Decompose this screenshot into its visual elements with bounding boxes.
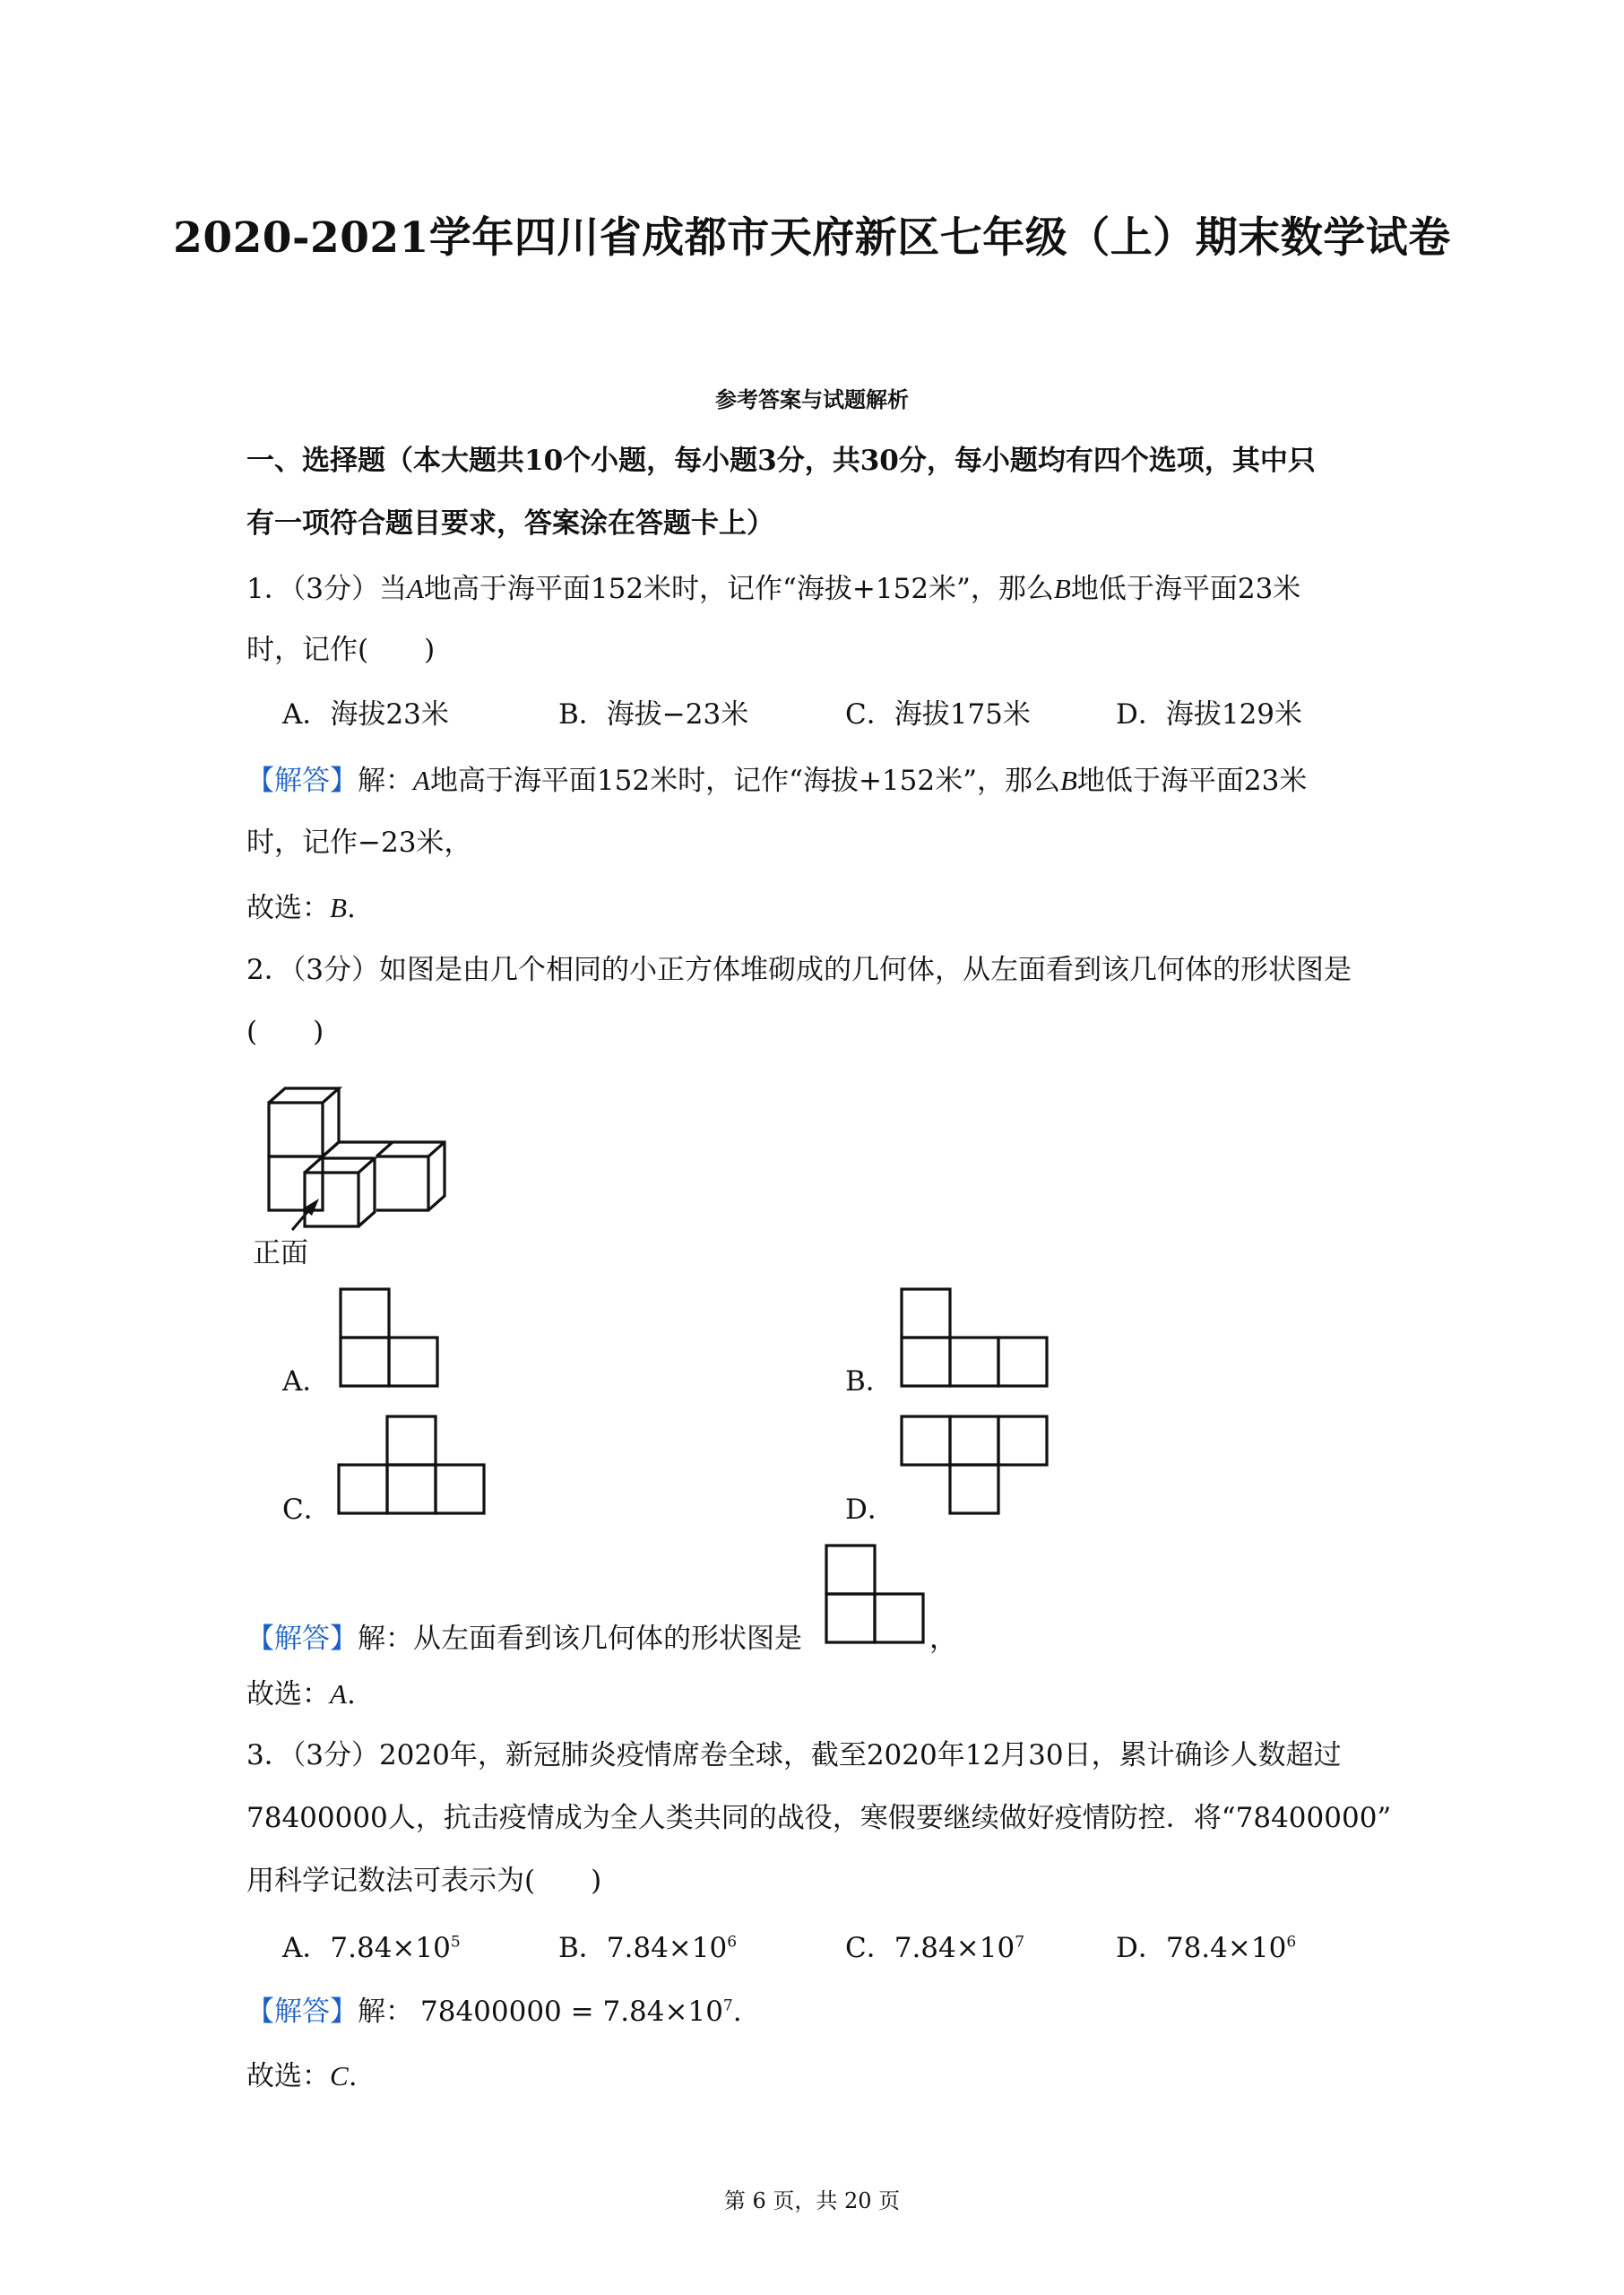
option-c-shape (337, 1415, 488, 1515)
question-2-stem: 2．（3分）如图是由几个相同的小正方体堆砌成的几何体，从左面看到该几何体的形状图是 (246, 954, 1352, 986)
page-title: 2020-2021学年四川省成都市天府新区七年级（上）期末数学试卷 (173, 213, 1451, 263)
option-b-shape (900, 1287, 1050, 1388)
question-2-option-a: A． (282, 1365, 331, 1398)
answer-tag: 【解答】 (246, 1996, 358, 2028)
answer-tag: 【解答】 (246, 765, 358, 797)
question-1-option-a: A．海拔23米 (282, 698, 449, 731)
section-heading: 一、选择题（本大题共10个小题，每小题3分，共30分，每小题均有四个选项，其中只 (246, 445, 1316, 477)
page-footer: 第 6 页，共 20 页 (723, 2188, 901, 2213)
question-1-option-d: D．海拔129米 (1116, 698, 1303, 731)
question-3-option-a: A．$7.84\times 10^5$ (282, 1932, 461, 1964)
option-d-shape (900, 1415, 1050, 1515)
question-3-stem-line2: 78400000人，抗击疫情成为全人类共同的战役，寒假要继续做好疫情防控．将“78400000” (246, 1802, 1392, 1834)
section-heading-line2: 有一项符合题目要求，答案涂在答题卡上） (246, 507, 774, 540)
option-a-shape (339, 1287, 439, 1388)
question-1-choice: 故选：B. (246, 892, 356, 924)
question-2-solution-end: ， (929, 1623, 957, 1655)
cube-stack-figure (260, 1076, 475, 1255)
question-2-solution: 【解答】解：从左面看到该几何体的形状图是 (246, 1623, 802, 1655)
question-1-solution-line2: 时，记作−23米， (246, 827, 472, 859)
question-3-solution: 【解答】解： $78400000 = 7.84\times 10^7$. (246, 1996, 742, 2028)
question-1-stem-line2: 时，记作( ) (246, 634, 436, 666)
question-3-option-d: D．$78.4\times 10^6$ (1116, 1932, 1297, 1964)
question-2-stem-line2: ( ) (246, 1016, 324, 1048)
question-2-option-c: C． (282, 1494, 332, 1526)
question-3-option-b: B．$7.84\times 10^6$ (558, 1932, 738, 1964)
question-1-option-b: B．海拔−23米 (558, 698, 749, 731)
question-1-stem: 1．（3分）当A地高于海平面152米时，记作“海拔+152米”，那么B地低于海平面23米 (246, 573, 1301, 605)
front-label: 正面 (253, 1237, 308, 1269)
question-2-option-b: B． (845, 1365, 894, 1398)
question-3-stem-line3: 用科学记数法可表示为( ) (246, 1865, 602, 1897)
answer-tag: 【解答】 (246, 1623, 358, 1655)
page-subtitle: 参考答案与试题解析 (715, 386, 909, 412)
question-3-choice: 故选：C. (246, 2060, 358, 2092)
question-1-solution: 【解答】解：A地高于海平面152米时，记作“海拔+152米”，那么B地低于海平面23米 (246, 765, 1308, 797)
question-2-option-d: D． (845, 1494, 895, 1526)
question-2-choice: 故选：A. (246, 1678, 356, 1710)
question-3-option-c: C．$7.84\times 10^7$ (845, 1932, 1025, 1964)
question-3-stem: 3．（3分）2020年，新冠肺炎疫情席卷全球，截至2020年12月30日，累计确诊人数超过 (246, 1739, 1342, 1771)
question-1-option-c: C．海拔175米 (845, 698, 1031, 731)
solution-shape (825, 1544, 925, 1644)
